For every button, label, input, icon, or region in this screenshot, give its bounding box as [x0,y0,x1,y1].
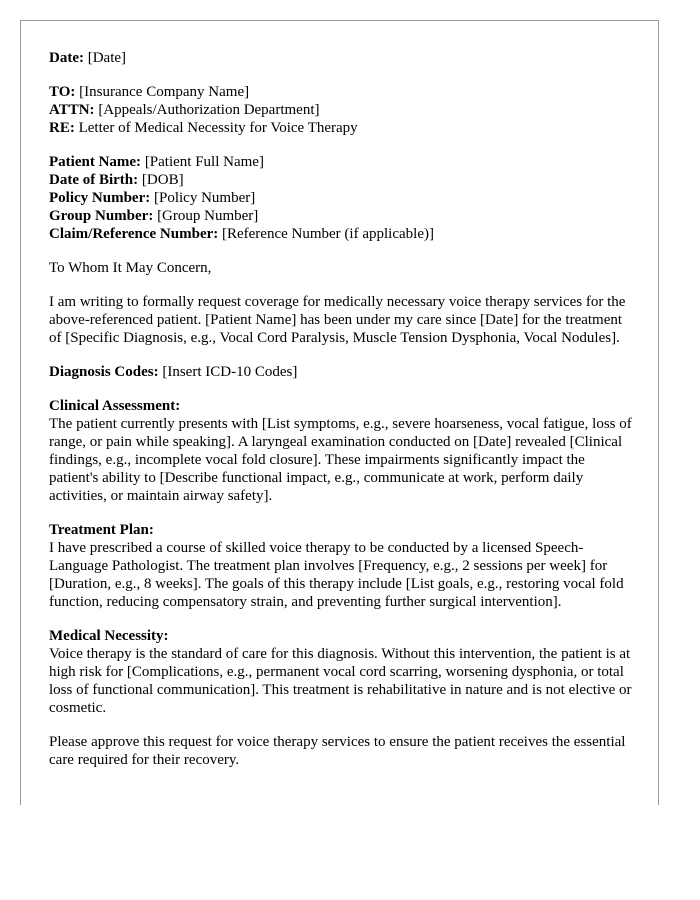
policy-line [49,189,633,207]
date-label: Date: [49,50,84,66]
letter-body [49,49,633,785]
re-label: RE: [49,120,75,136]
medical-necessity-heading: Medical Necessity: [49,628,169,644]
closing-paragraph [49,733,633,769]
intro-paragraph [49,293,633,347]
to-label: TO: [49,84,76,100]
patient-name-line [49,153,633,171]
re-line [49,119,633,137]
group-value: [Group Number] [157,208,259,224]
patient-name-value: [Patient Full Name] [144,154,264,170]
group-label: Group Number: [49,208,154,224]
date-line [49,49,633,67]
clinical-assessment-heading: Clinical Assessment: [49,398,181,414]
treatment-plan-section [49,521,633,611]
re-value: Letter of Medical Necessity for Voice Therapy [78,120,358,136]
claim-label: Claim/Reference Number: [49,226,219,242]
dob-line [49,171,633,189]
address-block [49,83,633,137]
medical-necessity-text: Voice therapy is the standard of care for this diagnosis. Without this intervention, the patient is at high risk for [Complications, e.g., permanent vocal cord scarring, worsening dysphonia, or total loss of functional communication]. This treatment is rehabilitative in nature and is not elective or cosmetic. [49,646,632,716]
claim-line [49,225,633,243]
policy-label: Policy Number: [49,190,151,206]
clinical-assessment-section [49,397,633,505]
diagnosis-codes-line [49,363,633,381]
patient-info-block [49,153,633,243]
to-line [49,83,633,101]
group-line [49,207,633,225]
attn-value: [Appeals/Authorization Department] [98,102,320,118]
claim-value: [Reference Number (if applicable)] [222,226,434,242]
dob-label: Date of Birth: [49,172,139,188]
date-value: [Date] [87,50,127,66]
policy-value: [Policy Number] [153,190,256,206]
clinical-assessment-text: The patient currently presents with [List symptoms, e.g., severe hoarseness, vocal fatigue, loss of range, or pain while speaking]. A laryngeal examination conducted on [Date] revealed [Clinical findings, e.g., incomplete vocal fold closure]. These impairments significantly impact the patient's ability to [Describe functional impact, e.g., communicate at work, perform daily activities, or maintain airway safety]. [49,416,632,504]
intro-text: I am writing to formally request coverage for medically necessary voice therapy services for the above-referenced patient. [Patient Name] has been under my care since [Date] for the treatment of [Specific Diagnosis, e.g., Vocal Cord Paralysis, Muscle Tension Dysphonia, Vocal Nodules]. [49,294,626,346]
treatment-plan-text: I have prescribed a course of skilled voice therapy to be conducted by a licensed Speech-Language Pathologist. The treatment plan involves [Frequency, e.g., 2 sessions per week] for [Duration, e.g., 8 weeks]. The goals of this therapy include [List goals, e.g., restoring vocal fold function, reducing compensatory strain, and preventing further surgical intervention]. [49,540,624,610]
diagnosis-value: [Insert ICD-10 Codes] [162,364,298,380]
letter-page [20,20,659,805]
dob-value: [DOB] [141,172,184,188]
medical-necessity-section [49,627,633,717]
attn-line [49,101,633,119]
treatment-plan-heading: Treatment Plan: [49,522,154,538]
attn-label: ATTN: [49,102,95,118]
salutation [49,259,633,277]
salutation-text: To Whom It May Concern, [49,260,212,276]
closing-text: Please approve this request for voice therapy services to ensure the patient receives the essential care required for their recovery. [49,734,626,768]
diagnosis-label: Diagnosis Codes: [49,364,159,380]
patient-name-label: Patient Name: [49,154,142,170]
to-value: [Insurance Company Name] [79,84,250,100]
